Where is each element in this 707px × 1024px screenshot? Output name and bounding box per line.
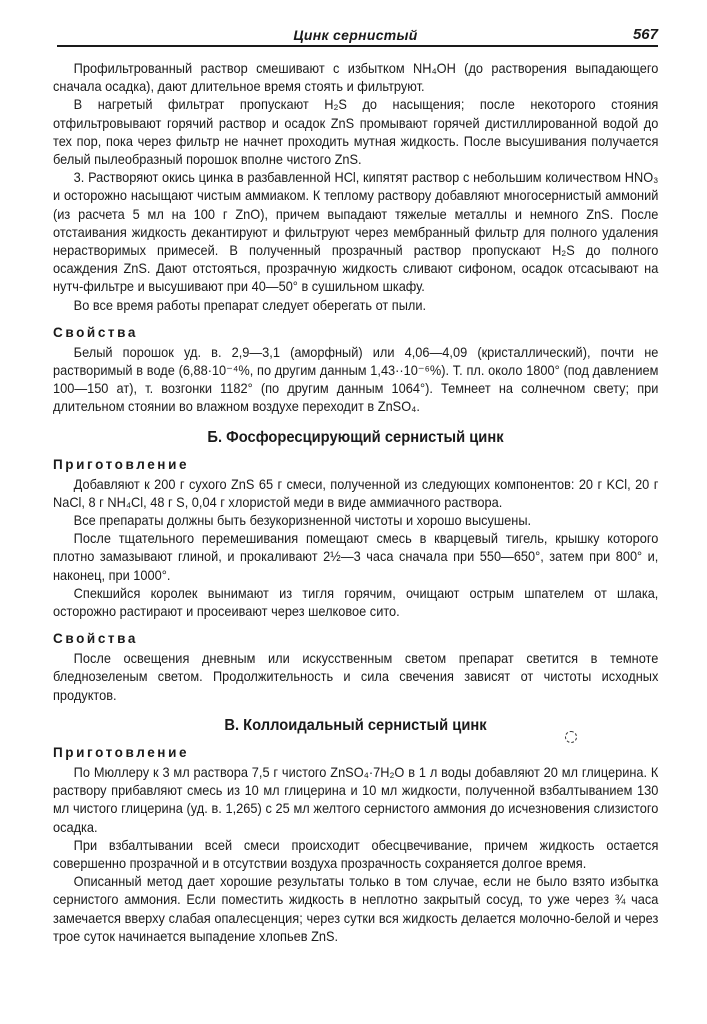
page-number: 567 bbox=[632, 26, 658, 43]
header-rule bbox=[57, 45, 658, 47]
paragraph: После тщательного перемешивания помещают смесь в кварцевый тигель, крышку которого плотно замазывают глиной, и прокаливают 2½—3 часа сначала при 550—650°, затем при 800° и, наконец, при 1000°. bbox=[53, 531, 659, 583]
paragraph: Добавляют к 200 г сухого ZnS 65 г смеси, полученной из следующих компонентов: 20 г KCl, 20 г NaCl, 8 г NH₄Cl, 48 г S, 0,04 г хлористой меди в виде аммиачного раствора. bbox=[53, 476, 659, 510]
paragraph: Все препараты должны быть безукоризненной чистоты и хорошо высушены. bbox=[73, 513, 532, 529]
paragraph: Во все время работы препарат следует оберегать от пыли. bbox=[73, 297, 427, 313]
running-head bbox=[53, 0, 658, 46]
paragraph: В нагретый фильтрат пропускают H₂S до насыщения; после некоторого стояния отфильтровывают горячий раствор и осадок ZnS промывают горячей дистиллированной водой до тех пор, пока через фильтр не начнет проходить мутная жидкость. После высушивания получается белый пылеобразный порошок вполне чистого ZnS. bbox=[53, 97, 659, 168]
subheading-preparation: Приготовление bbox=[53, 744, 190, 760]
section-title-phosphorescent: Б. Фосфоресцирующий сернистый цинк bbox=[207, 428, 504, 446]
subheading-properties: Свойства bbox=[53, 324, 138, 340]
paragraph: При взбалтывании всей смеси происходит обесцвечивание, причем жидкость остается совершенно прозрачной и в отсутствии воздуха прозрачность сохраняется долгое время. bbox=[53, 837, 659, 871]
paragraph: Профильтрованный раствор смешивают с избытком NH₄OH (до растворения выпадающего сначала осадка), дают длительное время стоять и фильтруют. bbox=[53, 61, 659, 95]
section-title-colloidal: В. Коллоидальный сернистый цинк bbox=[224, 716, 487, 734]
running-title: Цинк сернистый bbox=[293, 27, 418, 43]
subheading-properties: Свойства bbox=[53, 631, 138, 647]
page-content bbox=[53, 60, 658, 946]
document-page bbox=[53, 0, 659, 944]
paragraph: После освещения дневным или искусственным светом препарат светится в темноте бледнозеленым светом. Продолжительность и сила свечения зависят от чистоты исходных продуктов. bbox=[53, 651, 659, 703]
paragraph: 3. Растворяют окись цинка в разбавленной HCl, кипятят раствор с небольшим количеством HNO₃ и осторожно насыщают чистым аммиаком. К теплому раствору добавляют многосернистый аммоний (из расчета 5 мл на 100 г ZnO), причем выпадают тяжелые металлы и немного ZnS. После отстаивания жидкость декантируют и фильтруют через мембранный фильтр для полного удаления нерастворимых примесей. В полученный прозрачный раствор пропускают H₂S до полного осаждения ZnS. Дают отстояться, прозрачную жидкость сливают сифоном, осадок отсасывают на нутч-фильтре и высушивают при 40—50° в сушильном шкафу. bbox=[53, 170, 659, 295]
subheading-preparation: Приготовление bbox=[53, 456, 190, 472]
paragraph: Спекшийся королек вынимают из тигля горячим, очищают острым шпателем от шлака, осторожно растирают и просеивают через шелковое сито. bbox=[53, 585, 659, 620]
paragraph: По Мюллеру к 3 мл раствора 7,5 г чистого ZnSO₄·7H₂O в 1 л воды добавляют 20 мл глицерина. К раствору прибавляют смесь из 10 мл глицерина и 10 мл жидкости, полученной взбалтыванием 130 мл чистого глицерина (уд. в. 1,265) с 25 мл желтого сернистого аммония до исчезновения слизистого осадка. bbox=[53, 764, 659, 835]
print-blemish-mark bbox=[565, 731, 577, 743]
paragraph: Белый порошок уд. в. 2,9—3,1 (аморфный) или 4,06—4,09 (кристаллический), почти не растворимый в воде (6,88·10⁻⁴%, по другим данным 1,43··10⁻⁶%). Т. пл. около 1800° (под давлением 100—150 ат), т. возгонки 1182° (по другим данным 1064°). Темнеет на солнечном свету; при длительном стоянии во влажном воздухе переходит в ZnSO₄. bbox=[53, 344, 659, 415]
paragraph: Описанный метод дает хорошие результаты только в том случае, если не было взято избытка сернистого аммония. Если поместить жидкость в неплотно закрытый сосуд, то уже через ¾ часа замечается вверху слабая опалесценция; через сутки вся жидкость делается молочно-белой и через трое суток начинается выпадение хлопьев ZnS. bbox=[53, 874, 659, 944]
